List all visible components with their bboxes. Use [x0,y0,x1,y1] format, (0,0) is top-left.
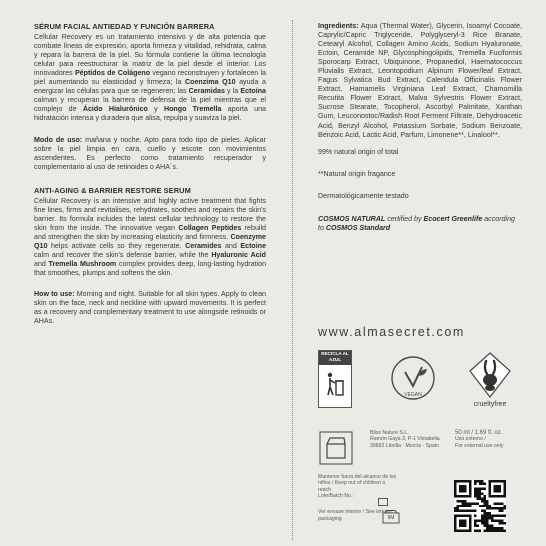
es_body-run: ayuda a energizar las células para que se regeneren; las [34,78,266,96]
keep-away-notice: Mantener fuera del alcance de los niños / Keep out of children´s reach [318,474,397,493]
svg-text:VEGAN: VEGAN [404,392,422,398]
logo-row [318,347,528,417]
en-description [34,197,266,278]
es_body-run: Coenzima Q10 [185,78,236,87]
recycle-icon [318,350,352,408]
es-use-text: mañana y noche. Apto para todo tipo de pieles. Aplicar sobre la piel limpia en cara, cuello y escote con movimientos ascendentes. Es perfecto como tratamiento recuperador y complementario al uso de retinoides o AHA´s. [34,135,266,171]
en_body-run: and [34,260,49,269]
derm-tested: Dermatológicamente testado [318,191,409,200]
es_body-run: Ácido Hialurónico [82,105,148,114]
right-column [318,22,522,233]
cert-org: Ecocert Greenlife [423,214,483,223]
es_body-run: y la [224,87,241,96]
ingredients-label: Ingredients: [318,22,359,30]
en_body-run: Cellular Recovery is an intensive and highly active treatment that fights fine lines, firms and revitalises, rehydrates, soothes and repairs the skin's barrier. Its formula includes the latest cellular technology to restore the skin from the inside. The innovative vegan [34,196,266,232]
es_body-run: Cellular Recovery es un tratamiento intensivo y de alta potencia que combate líneas de expresión, aporta firmeza y vitalidad, rehidrata, calma y repara la barrera de la piel. Su fórmula contiene la última tecnología celular para reestructurar la matriz de la piel desde el interior. Los innovadores [34,33,266,78]
en_body-run: Ceramides [185,241,222,250]
en-usage [34,290,266,326]
natural-fragrance: **Natural origin fragance [318,169,396,178]
lot-box [378,498,388,506]
bunny-icon [466,349,514,401]
en_body-run: calm and recover the skin's defense barrier, while the [34,251,212,260]
volume: 50 ml / 1.69 fl. oz. [455,430,503,436]
cert-name: COSMOS NATURAL [318,214,386,223]
en_body-run: complex provides deep, long-lasting hydration that smoothes, plumps and softens the skin. [34,260,267,278]
vegan-icon [390,355,436,401]
es_body-run: y [147,105,164,114]
use-en: For external use only [455,442,504,449]
es_body-run: Ceramidas [188,87,225,96]
lot-label: Lote/Batch No.: [318,493,354,499]
address-text: Ramón Gaya 3, P-1 Vistabella 30892 Librilla · Murcia · Spain [370,436,440,449]
en_body-run: Coenzyme Q10 [34,232,266,250]
ingredients-list: Aqua (Thermal Water), Glycerin, Isoamyl Cocoate, Caprylic/Capric Triglyceride, Polyglyceryl-3 Rice Branate, Cetearyl Alcohol, Collagen Amino Acids, Sodium Hyaluronate, Ectoin, Ceramide NP, Glycosphingolipids, Tremella Fuciformis Sporocarp Extract, Ubiquinone, Propanediol, Haematococcus Pluvialis Extract, Leontopodium Alpinum Flower/leaf Extract, Fagus Sylvatica Bud Extract, Calendula Officinalis Flower Extract, Hamamelis Virginiana Leaf Extract, Chamomilla Recutita Flower Extract, Malva Sylvestris Flower Extract, Sucrose Stearate, Tocopherol, Ascorbyl Palmitate, Xanthan Gum, Leuconostoc/Radish Root Ferment Filtrate, Dehydroacetic Acid, Benzyl Alcohol, Potassium Sorbate, Sodium Benzoate, Benzoic Acid, Lactic Acid, Parfum, Limonene**, Linalool**. [318,22,522,139]
en_body-run: rebuild and strengthen the skin by increasing elasticity and firmness. [34,223,266,241]
en_body-run: Ectoine [240,241,267,250]
es_body-run: vegano reconstruyen y fortalecen la piel aumentando su elasticidad y firmeza; la [34,69,266,87]
es-description [34,33,266,123]
cruelty-free-icon [466,349,514,413]
es_body-run: calman y recuperan la barrera de defensa de la piel mientras que el complejo de [34,96,266,114]
qr-code-icon[interactable] [454,480,506,532]
website-url[interactable]: www.almasecret.com [318,325,465,339]
es-use-label: Modo de uso: [34,135,83,144]
natural-origin: 99% natural origin of total [318,147,399,156]
left-column [34,22,266,326]
en_body-run: Hyaluronic Acid [211,251,266,260]
ingredients [318,22,522,140]
en_body-run: helps activate cells so they regenerate. [47,241,186,250]
lot-note: Ver envase interior / See interior packaging [318,509,393,522]
en_body-run: Collagen Peptides [178,223,242,232]
es_body-run: Hongo Tremella [163,105,222,114]
use-es: Uso externo / [455,436,486,443]
en-title: ANTI-AGING & BARRIER RESTORE SERUM [34,185,191,195]
column-divider [292,20,293,540]
en_body-run: Tremella Mushroom [48,260,117,269]
company-address [370,430,452,449]
cert-text: certified by [385,214,424,223]
pao-label: 9M [387,515,395,521]
es_body-run: Péptidos de Colágeno [74,69,151,78]
volume-info [455,430,527,449]
es_body-run: aporta una hidratación intensa y duradera que alisa, repulpa y suaviza la piel. [34,105,266,123]
cruelty-free-label: crueltyfree [473,401,507,408]
recycle-label: RECICLA AL AZUL [319,351,351,365]
recycle-bin-icon [325,369,345,401]
es_body-run: Ectoína [240,87,266,96]
es-title: SÉRUM FACIAL ANTIEDAD Y FUNCIÓN BARRERA [34,22,215,31]
en-use-label: How to use: [34,290,75,299]
open-jar-icon [318,430,354,466]
cert-standard: COSMOS Standard [325,223,391,232]
es-usage [34,136,266,172]
company-name: Bliss Nature S.L. [370,430,409,436]
en_body-run: and [221,241,241,250]
cert-text-2: according to [318,214,515,232]
en-use-text: Morning and night. Suitable for all skin types. Apply to clean skin on the face, neck and neckline with upward movements. It is perfect as a recovery and complementary treatment to use alongside retinoids or AHAs. [34,290,266,326]
cosmos-certification [318,215,522,233]
